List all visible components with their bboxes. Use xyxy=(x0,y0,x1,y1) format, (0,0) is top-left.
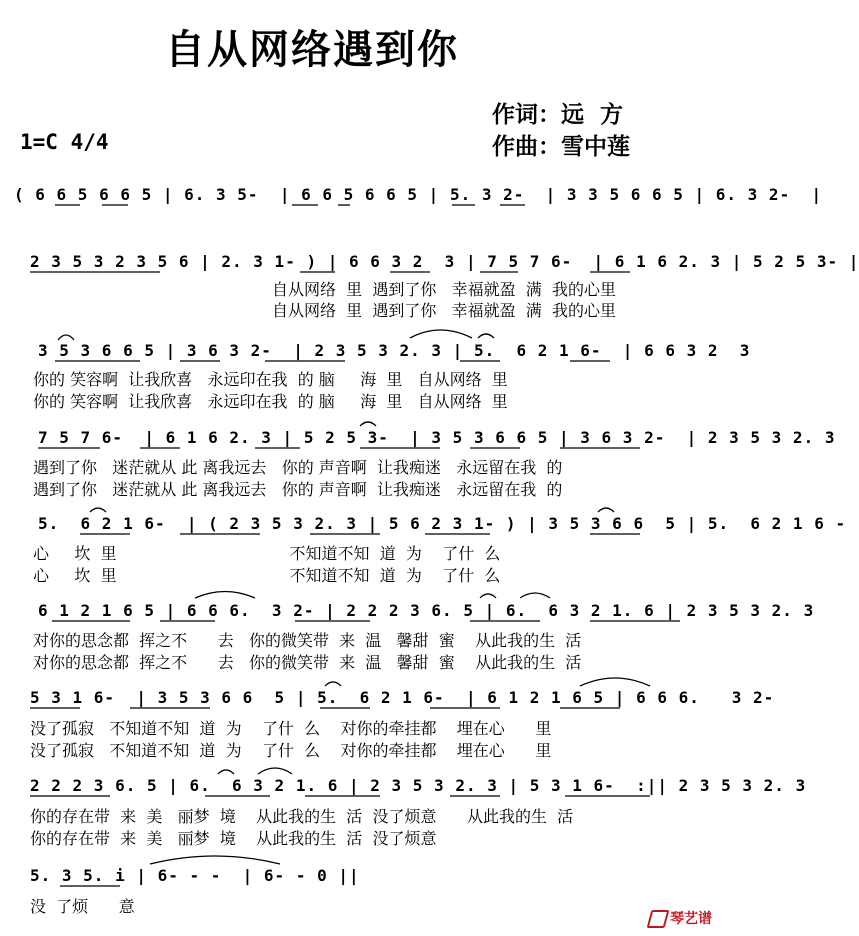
score-row-1-notes: ( 6 6 5 6 6 5 | 6. 3 5- | 6 6 5 6 6 5 | 5. 3 2- | 3 3 5 6 6 5 | 6. 3 2- | xyxy=(14,185,823,204)
score-row-7-notes: 5 3 1 6- | 3 5 3 6 6 5 | 5. 6 2 1 6- | 6 1 2 1 6 5 | 6 6 6. 3 2- xyxy=(30,688,775,707)
score-row-5-lyric-2: 心 坎 里 不知道不知 道 为 了什 么 xyxy=(33,566,501,585)
lyricist-credit: 作词：远 方 xyxy=(492,102,624,128)
score-row-3-lyric-1: 你的 笑容啊 让我欣喜 永远印在我 的 脑 海 里 自从网络 里 xyxy=(33,370,508,389)
score-row-5-lyric-1: 心 坎 里 不知道不知 道 为 了什 么 xyxy=(33,544,501,563)
score-row-8-lyric-1: 你的存在带 来 美 丽梦 境 从此我的生 活 没了烦意 从此我的生 活 xyxy=(30,807,574,826)
key-time-signature: 1=C 4/4 xyxy=(20,130,109,154)
score-row-6-lyric-2: 对你的思念都 挥之不 去 你的微笑带 来 温 馨甜 蜜 从此我的生 活 xyxy=(33,653,582,672)
score-row-2-lyric-2: 自从网络 里 遇到了你 幸福就盈 满 我的心里 xyxy=(272,301,616,320)
score-row-9-notes: 5. 3 5. i | 6- - - | 6- - 0 || xyxy=(30,866,360,885)
score-row-2-lyric-1: 自从网络 里 遇到了你 幸福就盈 满 我的心里 xyxy=(272,280,616,299)
score-row-8-lyric-2: 你的存在带 来 美 丽梦 境 从此我的生 活 没了烦意 xyxy=(30,829,437,848)
score-row-4-lyric-2: 遇到了你 迷茫就从 此 离我远去 你的 声音啊 让我痴迷 永远留在我 的 xyxy=(33,480,563,499)
logo-icon xyxy=(647,910,670,928)
score-row-5-notes: 5. 6 2 1 6- | ( 2 3 5 3 2. 3 | 5 6 2 3 1- ) | 3 5 3 6 6 5 | 5. 6 2 1 6 - xyxy=(38,514,847,533)
score-row-9-lyric-1: 没 了烦 意 xyxy=(30,897,135,916)
score-row-6-notes: 6 1 2 1 6 5 | 6 6 6. 3 2- | 2 2 2 3 6. 5 | 6. 6 3 2 1. 6 | 2 3 5 3 2. 3 xyxy=(38,601,815,620)
score-row-4-lyric-1: 遇到了你 迷茫就从 此 离我远去 你的 声音啊 让我痴迷 永远留在我 的 xyxy=(33,458,563,477)
score-row-3-notes: 3 5 3 6 6 5 | 3 6 3 2- | 2 3 5 3 2. 3 | 5. 6 2 1 6- | 6 6 3 2 3 xyxy=(38,341,751,360)
score-row-7-lyric-2: 没了孤寂 不知道不知 道 为 了什 么 对你的牵挂都 埋在心 里 xyxy=(30,741,552,760)
score-row-8-notes: 2 2 2 3 6. 5 | 6. 6 3 2 1. 6 | 2 3 5 3 2. 3 | 5 3 1 6- :|| 2 3 5 3 2. 3 xyxy=(30,776,807,795)
site-logo xyxy=(649,908,712,928)
score-row-6-lyric-1: 对你的思念都 挥之不 去 你的微笑带 来 温 馨甜 蜜 从此我的生 活 xyxy=(33,631,582,650)
score-row-3-lyric-2: 你的 笑容啊 让我欣喜 永远印在我 的 脑 海 里 自从网络 里 xyxy=(33,392,508,411)
score-row-7-lyric-1: 没了孤寂 不知道不知 道 为 了什 么 对你的牵挂都 埋在心 里 xyxy=(30,719,552,738)
score-row-2-notes: 2 3 5 3 2 3 5 6 | 2. 3 1- ) | 6 6 3 2 3 | 7 5 7 6- | 6 1 6 2. 3 | 5 2 5 3- | xyxy=(30,252,859,271)
composer-credit: 作曲：雪中莲 xyxy=(492,134,630,160)
watermark-text: 琴艺谱 xyxy=(670,911,712,927)
song-title: 自从网络遇到你 xyxy=(165,27,459,73)
score-row-4-notes: 7 5 7 6- | 6 1 6 2. 3 | 5 2 5 3- | 3 5 3 6 6 5 | 3 6 3 2- | 2 3 5 3 2. 3 xyxy=(38,428,836,447)
